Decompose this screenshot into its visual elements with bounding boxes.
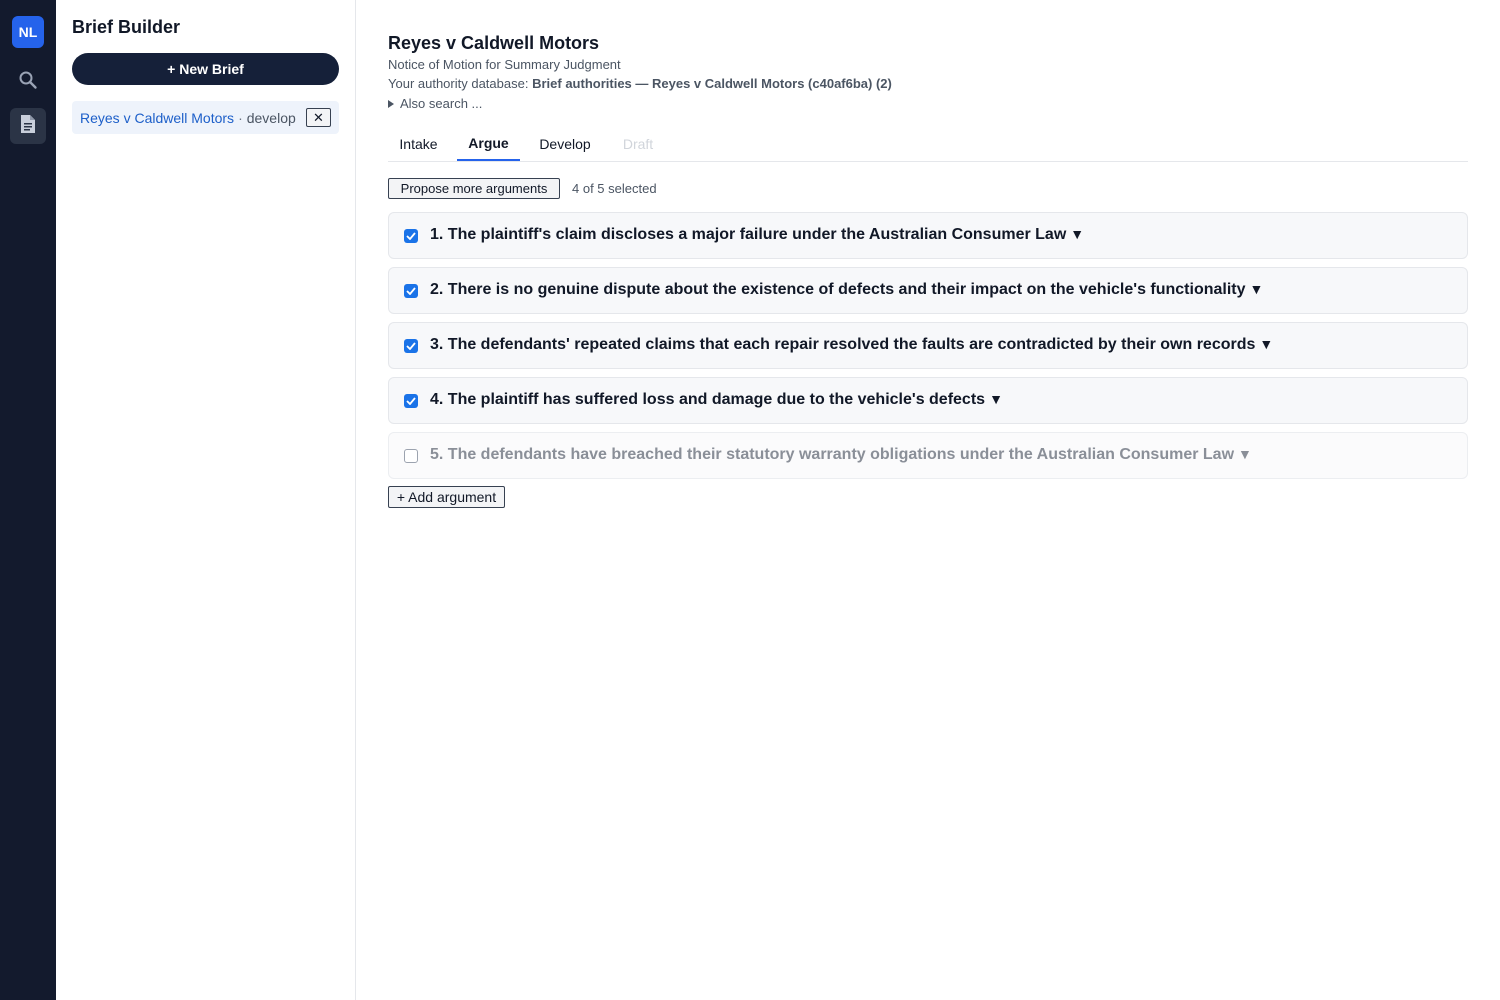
page-subtitle: Notice of Motion for Summary Judgment	[388, 57, 621, 72]
also-search-disclosure[interactable]	[388, 96, 482, 111]
argument-item[interactable]	[388, 267, 1468, 314]
argument-text: 5. The defendants have breached their statutory warranty obligations under the Australian Consumer Law	[430, 446, 1235, 463]
icon-rail	[0, 0, 56, 1000]
sidebar-title: Brief Builder	[72, 17, 181, 37]
tab-argue[interactable]: Argue	[457, 126, 520, 161]
argument-heading[interactable]	[430, 226, 1084, 244]
argument-text: 3. The defendants' repeated claims that each repair resolved the faults are contradicted by their own records	[430, 336, 1256, 353]
stage-tabs	[388, 126, 1468, 162]
authority-label: Your authority database:	[388, 76, 529, 91]
add-argument-button[interactable]: + Add argument	[388, 486, 505, 508]
document-icon	[19, 114, 37, 139]
main-panel	[356, 0, 1500, 1000]
argument-heading[interactable]	[430, 391, 1003, 409]
argument-text: 1. The plaintiff's claim discloses a major failure under the Australian Consumer Law	[430, 226, 1067, 243]
selected-count: 4 of 5 selected	[572, 181, 657, 196]
user-avatar[interactable]: NL	[12, 16, 44, 48]
argument-item[interactable]	[388, 212, 1468, 259]
search-icon	[18, 70, 38, 95]
brief-name-link[interactable]: Reyes v Caldwell Motors	[80, 109, 235, 126]
chevron-down-icon: ▼	[1249, 281, 1264, 297]
chevron-down-icon: ▼	[989, 391, 1003, 407]
briefs-nav-button[interactable]	[10, 108, 46, 144]
argument-item[interactable]	[388, 432, 1468, 479]
search-nav-button[interactable]	[10, 64, 46, 100]
new-brief-button[interactable]: + New Brief	[72, 53, 339, 85]
close-brief-button[interactable]	[306, 108, 331, 127]
chevron-down-icon: ▼	[1238, 446, 1252, 462]
argument-heading[interactable]	[430, 336, 1273, 354]
argument-checkbox[interactable]	[404, 339, 418, 353]
argument-text: 2. There is no genuine dispute about the existence of defects and their impact on the vehicle's functionality	[430, 281, 1246, 298]
authority-value: Brief authorities — Reyes v Caldwell Motors (c40af6ba) (2)	[532, 76, 892, 91]
propose-arguments-button[interactable]: Propose more arguments	[388, 178, 560, 199]
also-search-label: Also search ...	[400, 96, 483, 111]
chevron-down-icon: ▼	[1070, 226, 1085, 242]
chevron-down-icon: ▼	[1259, 336, 1274, 352]
argument-text: 4. The plaintiff has suffered loss and damage due to the vehicle's defects	[430, 391, 986, 408]
argument-item[interactable]	[388, 322, 1468, 369]
brief-list-item[interactable]	[72, 101, 339, 134]
tab-intake[interactable]: Intake	[399, 135, 438, 152]
sidebar	[56, 0, 356, 1000]
page-title: Reyes v Caldwell Motors	[388, 33, 600, 53]
argument-checkbox[interactable]	[404, 394, 418, 408]
close-icon: ✕	[313, 109, 324, 125]
brief-stage-label: develop	[246, 109, 296, 126]
argument-checkbox[interactable]	[404, 284, 418, 298]
argument-checkbox[interactable]	[404, 449, 418, 463]
argument-heading[interactable]	[430, 281, 1263, 299]
argument-heading[interactable]	[430, 446, 1252, 464]
disclosure-triangle-icon	[388, 100, 394, 108]
argument-checkbox[interactable]	[404, 229, 418, 243]
tab-develop[interactable]: Develop	[539, 135, 591, 152]
argument-item[interactable]	[388, 377, 1468, 424]
tab-draft: Draft	[622, 135, 654, 152]
argument-list	[388, 212, 1468, 487]
authority-database	[388, 76, 892, 91]
brief-separator: ·	[238, 109, 243, 126]
